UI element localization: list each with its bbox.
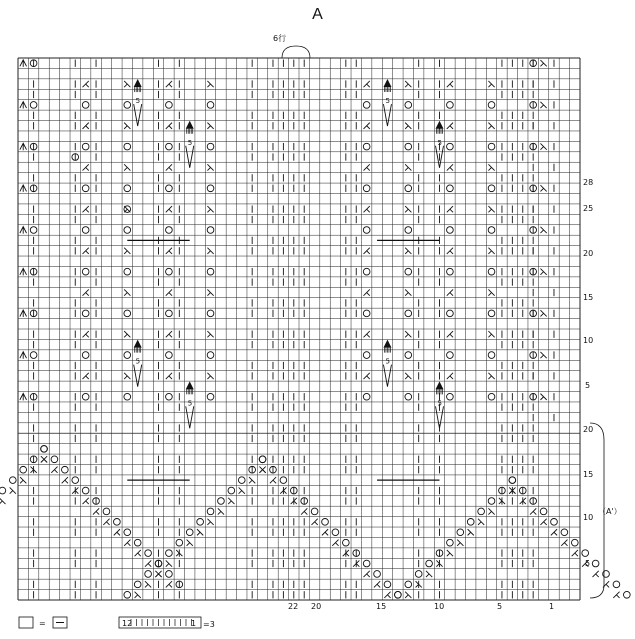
legend-equals: = bbox=[39, 619, 46, 628]
yarn-over-symbol bbox=[488, 268, 495, 275]
yarn-over-symbol bbox=[207, 185, 214, 192]
k2tog-symbol bbox=[447, 206, 453, 212]
ssk-symbol bbox=[207, 248, 213, 254]
column-number: 5 bbox=[497, 602, 503, 611]
yarn-over-symbol bbox=[561, 529, 568, 536]
yarn-over-symbol bbox=[124, 529, 131, 536]
yarn-over-symbol bbox=[30, 352, 37, 359]
k2tog-symbol bbox=[83, 373, 89, 379]
yarn-over-symbol bbox=[82, 185, 89, 192]
yarn-over-symbol bbox=[457, 529, 464, 536]
ssk-symbol bbox=[405, 331, 411, 337]
five-stitch-decrease-symbol bbox=[383, 79, 391, 126]
ssk-symbol bbox=[207, 164, 213, 170]
k2tog-symbol bbox=[83, 206, 89, 212]
yarn-over-symbol bbox=[166, 550, 173, 557]
k2tog-symbol bbox=[166, 81, 172, 87]
column-numbers bbox=[288, 602, 554, 611]
yarn-over-symbol bbox=[447, 143, 454, 150]
yarn-over-symbol bbox=[415, 571, 422, 578]
ssk-symbol bbox=[124, 331, 130, 337]
k2tog-symbol bbox=[447, 331, 453, 337]
yarn-over-symbol bbox=[488, 227, 495, 234]
yarn-over-symbol bbox=[207, 393, 214, 400]
yarn-over-symbol bbox=[134, 581, 141, 588]
k2tog-symbol bbox=[166, 289, 172, 295]
yarn-over-symbol bbox=[218, 498, 225, 505]
ssk-symbol bbox=[405, 592, 411, 598]
five-stitch-decrease-symbol bbox=[383, 340, 391, 387]
yarn-over-symbol bbox=[613, 581, 620, 588]
k2tog-symbol bbox=[83, 498, 89, 504]
row-number: 20 bbox=[583, 425, 594, 434]
yarn-over-symbol bbox=[363, 185, 370, 192]
yarn-over-symbol bbox=[405, 268, 412, 275]
yarn-over-symbol bbox=[405, 310, 412, 317]
k2tog-symbol bbox=[51, 467, 57, 473]
yarn-over-symbol bbox=[124, 102, 131, 109]
five-stitch-decrease-symbol bbox=[436, 381, 444, 428]
ssk-symbol bbox=[540, 60, 546, 66]
yarn-over-symbol bbox=[114, 518, 121, 525]
yarn-over-symbol bbox=[207, 352, 214, 359]
yarn-over-symbol bbox=[166, 227, 173, 234]
k2tog-symbol bbox=[83, 289, 89, 295]
svg-text:5: 5 bbox=[385, 357, 390, 366]
yarn-over-symbol bbox=[145, 550, 152, 557]
yarn-over-symbol bbox=[51, 456, 58, 463]
yarn-over-symbol bbox=[30, 102, 37, 109]
yarn-over-symbol bbox=[363, 393, 370, 400]
yarn-over-symbol bbox=[124, 185, 131, 192]
column-number: 15 bbox=[376, 602, 387, 611]
yarn-over-symbol bbox=[311, 508, 318, 515]
yarn-over-symbol bbox=[124, 143, 131, 150]
ssk-symbol bbox=[207, 81, 213, 87]
yarn-over-symbol bbox=[238, 477, 245, 484]
k2tog-symbol bbox=[166, 206, 172, 212]
k2tog-symbol bbox=[332, 540, 338, 546]
yarn-over-symbol bbox=[405, 581, 412, 588]
k2tog-symbol bbox=[561, 540, 567, 546]
yarn-over-symbol bbox=[82, 310, 89, 317]
yarn-over-symbol bbox=[322, 518, 329, 525]
yarn-over-symbol bbox=[134, 539, 141, 546]
yarn-over-symbol bbox=[82, 352, 89, 359]
k2tog-symbol bbox=[364, 206, 370, 212]
k2tog-symbol bbox=[83, 248, 89, 254]
ssk-symbol bbox=[124, 81, 130, 87]
k2tog-symbol bbox=[592, 571, 598, 577]
ssk-symbol bbox=[207, 123, 213, 129]
five-stitch-decrease-symbol bbox=[186, 121, 194, 168]
cdd-symbol bbox=[20, 102, 27, 109]
yarn-over-symbol bbox=[207, 227, 214, 234]
ssk-symbol bbox=[540, 185, 546, 191]
svg-text:5: 5 bbox=[187, 399, 193, 408]
ssk-symbol bbox=[0, 498, 6, 504]
yarn-over-symbol bbox=[405, 352, 412, 359]
cdd-symbol bbox=[20, 352, 27, 359]
yarn-over-symbol bbox=[509, 477, 516, 484]
column-number: 20 bbox=[311, 602, 322, 611]
k2tog-symbol bbox=[166, 331, 172, 337]
yarn-over-symbol bbox=[447, 539, 454, 546]
yarn-over-symbol bbox=[166, 352, 173, 359]
yarn-over-symbol bbox=[176, 539, 183, 546]
ssk-symbol bbox=[488, 164, 494, 170]
yarn-over-symbol bbox=[488, 102, 495, 109]
row-number: 15 bbox=[583, 470, 594, 479]
legend-cable-start: 12 bbox=[122, 619, 133, 628]
k2tog-symbol bbox=[83, 331, 89, 337]
yarn-over-symbol bbox=[82, 143, 89, 150]
cdd-symbol bbox=[20, 268, 27, 275]
yarn-over-symbol bbox=[124, 352, 131, 359]
k2tog-symbol bbox=[62, 477, 68, 483]
svg-text:5: 5 bbox=[385, 97, 390, 106]
yarn-over-symbol bbox=[447, 102, 454, 109]
yarn-over-symbol bbox=[592, 560, 599, 567]
ssk-symbol bbox=[207, 331, 213, 337]
chart-title: A bbox=[312, 6, 323, 23]
yarn-over-symbol bbox=[488, 185, 495, 192]
yarn-over-symbol bbox=[228, 487, 235, 494]
ssk-symbol bbox=[457, 540, 463, 546]
yarn-over-symbol bbox=[488, 143, 495, 150]
ssk-symbol bbox=[405, 164, 411, 170]
k2tog-symbol bbox=[83, 123, 89, 129]
k2tog-symbol bbox=[447, 248, 453, 254]
k2tog-symbol bbox=[364, 123, 370, 129]
legend-cable-ticks bbox=[131, 619, 192, 626]
ssk-symbol bbox=[488, 508, 494, 514]
k2tog-symbol bbox=[83, 81, 89, 87]
ssk-symbol bbox=[405, 248, 411, 254]
five-stitch-decrease-symbol bbox=[186, 381, 194, 428]
row-number: 10 bbox=[583, 336, 594, 345]
ssk-symbol bbox=[405, 289, 411, 295]
svg-text:5: 5 bbox=[135, 97, 141, 106]
row-number: 5 bbox=[585, 559, 591, 568]
ssk-symbol bbox=[10, 487, 16, 493]
ssk-symbol bbox=[207, 289, 213, 295]
yarn-over-symbol bbox=[447, 227, 454, 234]
yarn-over-symbol bbox=[124, 268, 131, 275]
ssk-symbol bbox=[135, 592, 141, 598]
yarn-over-symbol bbox=[166, 143, 173, 150]
yarn-over-symbol bbox=[447, 352, 454, 359]
yarn-over-symbol bbox=[395, 591, 402, 598]
yarn-over-symbol bbox=[571, 539, 578, 546]
k2tog-symbol bbox=[364, 331, 370, 337]
yarn-over-symbol bbox=[124, 591, 131, 598]
ssk-symbol bbox=[488, 81, 494, 87]
row-number: 25 bbox=[583, 204, 594, 213]
k2tog-symbol bbox=[374, 581, 380, 587]
yarn-over-symbol bbox=[124, 393, 131, 400]
k2tog-symbol bbox=[364, 248, 370, 254]
yarn-over-symbol bbox=[166, 310, 173, 317]
k2tog-symbol bbox=[166, 373, 172, 379]
ssk-symbol bbox=[468, 529, 474, 535]
k2tog-symbol bbox=[83, 164, 89, 170]
svg-text:5: 5 bbox=[437, 399, 442, 408]
yarn-over-symbol bbox=[363, 560, 370, 567]
k2tog-symbol bbox=[447, 123, 453, 129]
yarn-over-symbol bbox=[447, 185, 454, 192]
yarn-over-symbol bbox=[582, 550, 589, 557]
k2tog-symbol bbox=[145, 560, 151, 566]
yarn-over-symbol bbox=[207, 268, 214, 275]
ssk-symbol bbox=[426, 571, 432, 577]
ssk-symbol bbox=[124, 123, 130, 129]
ssk-symbol bbox=[488, 123, 494, 129]
k2tog-symbol bbox=[166, 123, 172, 129]
row-repeat-bracket bbox=[282, 46, 310, 58]
yarn-over-symbol bbox=[62, 466, 69, 473]
ssk-symbol bbox=[228, 498, 234, 504]
k2tog-symbol bbox=[447, 373, 453, 379]
five-stitch-decrease-symbol bbox=[134, 340, 142, 387]
ssk-symbol bbox=[124, 164, 130, 170]
ssk-symbol bbox=[488, 373, 494, 379]
svg-text:5: 5 bbox=[135, 357, 141, 366]
yarn-over-symbol bbox=[166, 268, 173, 275]
ssk-symbol bbox=[20, 477, 26, 483]
yarn-over-symbol bbox=[259, 456, 266, 463]
repeat-label: （A'） bbox=[598, 507, 622, 516]
yarn-over-symbol bbox=[343, 539, 350, 546]
yarn-over-symbol bbox=[363, 227, 370, 234]
ssk-symbol bbox=[540, 310, 546, 316]
row-repeat-note: 6行 bbox=[273, 34, 287, 43]
k2tog-symbol bbox=[322, 529, 328, 535]
cdd-symbol bbox=[20, 310, 27, 317]
k2tog-symbol bbox=[93, 508, 99, 514]
yarn-over-symbol bbox=[82, 487, 89, 494]
k2tog-symbol bbox=[613, 592, 619, 598]
k2tog-symbol bbox=[447, 164, 453, 170]
k2tog-symbol bbox=[530, 508, 536, 514]
k2tog-symbol bbox=[572, 550, 578, 556]
yarn-over-symbol bbox=[207, 143, 214, 150]
ssk-symbol bbox=[207, 373, 213, 379]
yarn-over-symbol bbox=[405, 143, 412, 150]
yarn-over-symbol bbox=[82, 393, 89, 400]
yarn-over-symbol bbox=[447, 268, 454, 275]
yarn-over-symbol bbox=[82, 227, 89, 234]
ssk-symbol bbox=[239, 487, 245, 493]
legend-cable-end: 1 bbox=[191, 619, 197, 628]
k2tog-symbol bbox=[447, 81, 453, 87]
yarn-over-symbol bbox=[624, 591, 631, 598]
yarn-over-symbol bbox=[478, 508, 485, 515]
ssk-symbol bbox=[145, 581, 151, 587]
k2tog-symbol bbox=[364, 81, 370, 87]
row-numbers-upper bbox=[583, 178, 593, 390]
ssk-symbol bbox=[124, 373, 130, 379]
yarn-over-symbol bbox=[166, 571, 173, 578]
yarn-over-symbol bbox=[166, 393, 173, 400]
five-stitch-decrease-symbol bbox=[436, 121, 444, 168]
yarn-over-symbol bbox=[405, 102, 412, 109]
ssk-symbol bbox=[197, 529, 203, 535]
yarn-over-symbol bbox=[207, 508, 214, 515]
k2tog-symbol bbox=[364, 164, 370, 170]
legend-cable-result: =3 bbox=[203, 620, 215, 629]
yarn-over-symbol bbox=[0, 487, 6, 494]
yarn-over-symbol bbox=[540, 508, 547, 515]
ssk-symbol bbox=[405, 123, 411, 129]
yarn-over-symbol bbox=[405, 185, 412, 192]
ssk-symbol bbox=[166, 560, 172, 566]
ssk-symbol bbox=[124, 289, 130, 295]
yarn-over-symbol bbox=[9, 477, 16, 484]
column-number: 10 bbox=[434, 602, 445, 611]
yarn-over-symbol bbox=[186, 529, 193, 536]
yarn-over-symbol bbox=[488, 310, 495, 317]
k2tog-symbol bbox=[135, 550, 141, 556]
k2tog-symbol bbox=[166, 164, 172, 170]
yarn-over-symbol bbox=[488, 393, 495, 400]
k2tog-symbol bbox=[114, 529, 120, 535]
yarn-over-symbol bbox=[363, 143, 370, 150]
yarn-over-symbol bbox=[488, 498, 495, 505]
ssk-symbol bbox=[405, 206, 411, 212]
ssk-symbol bbox=[488, 206, 494, 212]
k2tog-symbol bbox=[364, 289, 370, 295]
ssk-symbol bbox=[488, 289, 494, 295]
k2tog-symbol bbox=[311, 519, 317, 525]
yarn-over-symbol bbox=[280, 477, 287, 484]
yarn-over-symbol bbox=[20, 466, 27, 473]
ssk-symbol bbox=[540, 269, 546, 275]
cdd-symbol bbox=[20, 143, 27, 150]
ssk-symbol bbox=[540, 394, 546, 400]
yarn-over-symbol bbox=[197, 518, 204, 525]
k2tog-symbol bbox=[166, 248, 172, 254]
ssk-symbol bbox=[405, 373, 411, 379]
yarn-over-symbol bbox=[405, 227, 412, 234]
yarn-over-symbol bbox=[207, 102, 214, 109]
yarn-over-symbol bbox=[41, 446, 48, 453]
yarn-over-symbol bbox=[374, 571, 381, 578]
ssk-symbol bbox=[488, 248, 494, 254]
yarn-over-symbol bbox=[363, 352, 370, 359]
ssk-symbol bbox=[187, 540, 193, 546]
ssk-symbol bbox=[540, 102, 546, 108]
chart-grid bbox=[18, 58, 580, 600]
column-number: 22 bbox=[288, 602, 299, 611]
yarn-over-symbol bbox=[30, 227, 37, 234]
row-number: 5 bbox=[585, 381, 591, 390]
ssk-symbol bbox=[207, 519, 213, 525]
yarn-over-symbol bbox=[426, 560, 433, 567]
k2tog-symbol bbox=[124, 540, 130, 546]
cdd-symbol bbox=[20, 60, 27, 67]
yarn-over-symbol bbox=[124, 310, 131, 317]
legend bbox=[19, 617, 215, 629]
ssk-symbol bbox=[540, 227, 546, 233]
yarn-over-symbol bbox=[207, 310, 214, 317]
row-number: 15 bbox=[583, 293, 594, 302]
ssk-symbol bbox=[405, 81, 411, 87]
legend-empty-cell bbox=[19, 617, 33, 628]
cdd-symbol bbox=[20, 393, 27, 400]
five-stitch-decrease-symbol bbox=[134, 79, 142, 126]
yarn-over-symbol bbox=[82, 268, 89, 275]
yarn-over-symbol bbox=[166, 185, 173, 192]
ssk-symbol bbox=[488, 331, 494, 337]
row-number: 10 bbox=[583, 513, 594, 522]
yarn-over-symbol bbox=[82, 102, 89, 109]
yarn-over-symbol bbox=[332, 529, 339, 536]
ssk-symbol bbox=[207, 206, 213, 212]
yarn-over-symbol bbox=[488, 352, 495, 359]
k2tog-symbol bbox=[364, 571, 370, 577]
k2tog-symbol bbox=[270, 477, 276, 483]
cdd-symbol bbox=[20, 185, 27, 192]
k2tog-symbol bbox=[301, 508, 307, 514]
ssk-symbol bbox=[124, 248, 130, 254]
column-number: 1 bbox=[549, 602, 555, 611]
svg-text:5: 5 bbox=[187, 138, 193, 147]
k2tog-symbol bbox=[364, 373, 370, 379]
k2tog-symbol bbox=[551, 529, 557, 535]
yarn-over-symbol bbox=[145, 571, 152, 578]
k2tog-symbol bbox=[166, 581, 172, 587]
yarn-over-symbol bbox=[467, 518, 474, 525]
svg-text:5: 5 bbox=[437, 138, 442, 147]
yarn-over-symbol bbox=[447, 310, 454, 317]
ssk-symbol bbox=[540, 352, 546, 358]
yarn-over-symbol bbox=[551, 518, 558, 525]
yarn-over-symbol bbox=[103, 508, 110, 515]
yarn-over-symbol bbox=[405, 393, 412, 400]
yarn-over-symbol bbox=[72, 477, 79, 484]
ssk-symbol bbox=[218, 508, 224, 514]
ssk-symbol bbox=[478, 519, 484, 525]
yarn-over-symbol bbox=[384, 581, 391, 588]
k2tog-symbol bbox=[384, 592, 390, 598]
yarn-over-symbol bbox=[363, 310, 370, 317]
row-number: 28 bbox=[583, 178, 594, 187]
cdd-symbol bbox=[20, 227, 27, 234]
ssk-symbol bbox=[540, 143, 546, 149]
yarn-over-symbol bbox=[447, 393, 454, 400]
row-number: 20 bbox=[583, 249, 594, 258]
k2tog-symbol bbox=[540, 519, 546, 525]
ssk-symbol bbox=[447, 550, 453, 556]
yarn-over-symbol bbox=[166, 102, 173, 109]
yarn-over-symbol bbox=[363, 102, 370, 109]
yarn-over-symbol bbox=[363, 268, 370, 275]
row-numbers-lower bbox=[583, 425, 593, 568]
k2tog-symbol bbox=[103, 519, 109, 525]
k2tog-symbol bbox=[447, 289, 453, 295]
ssk-symbol bbox=[249, 477, 255, 483]
yarn-over-symbol bbox=[124, 227, 131, 234]
